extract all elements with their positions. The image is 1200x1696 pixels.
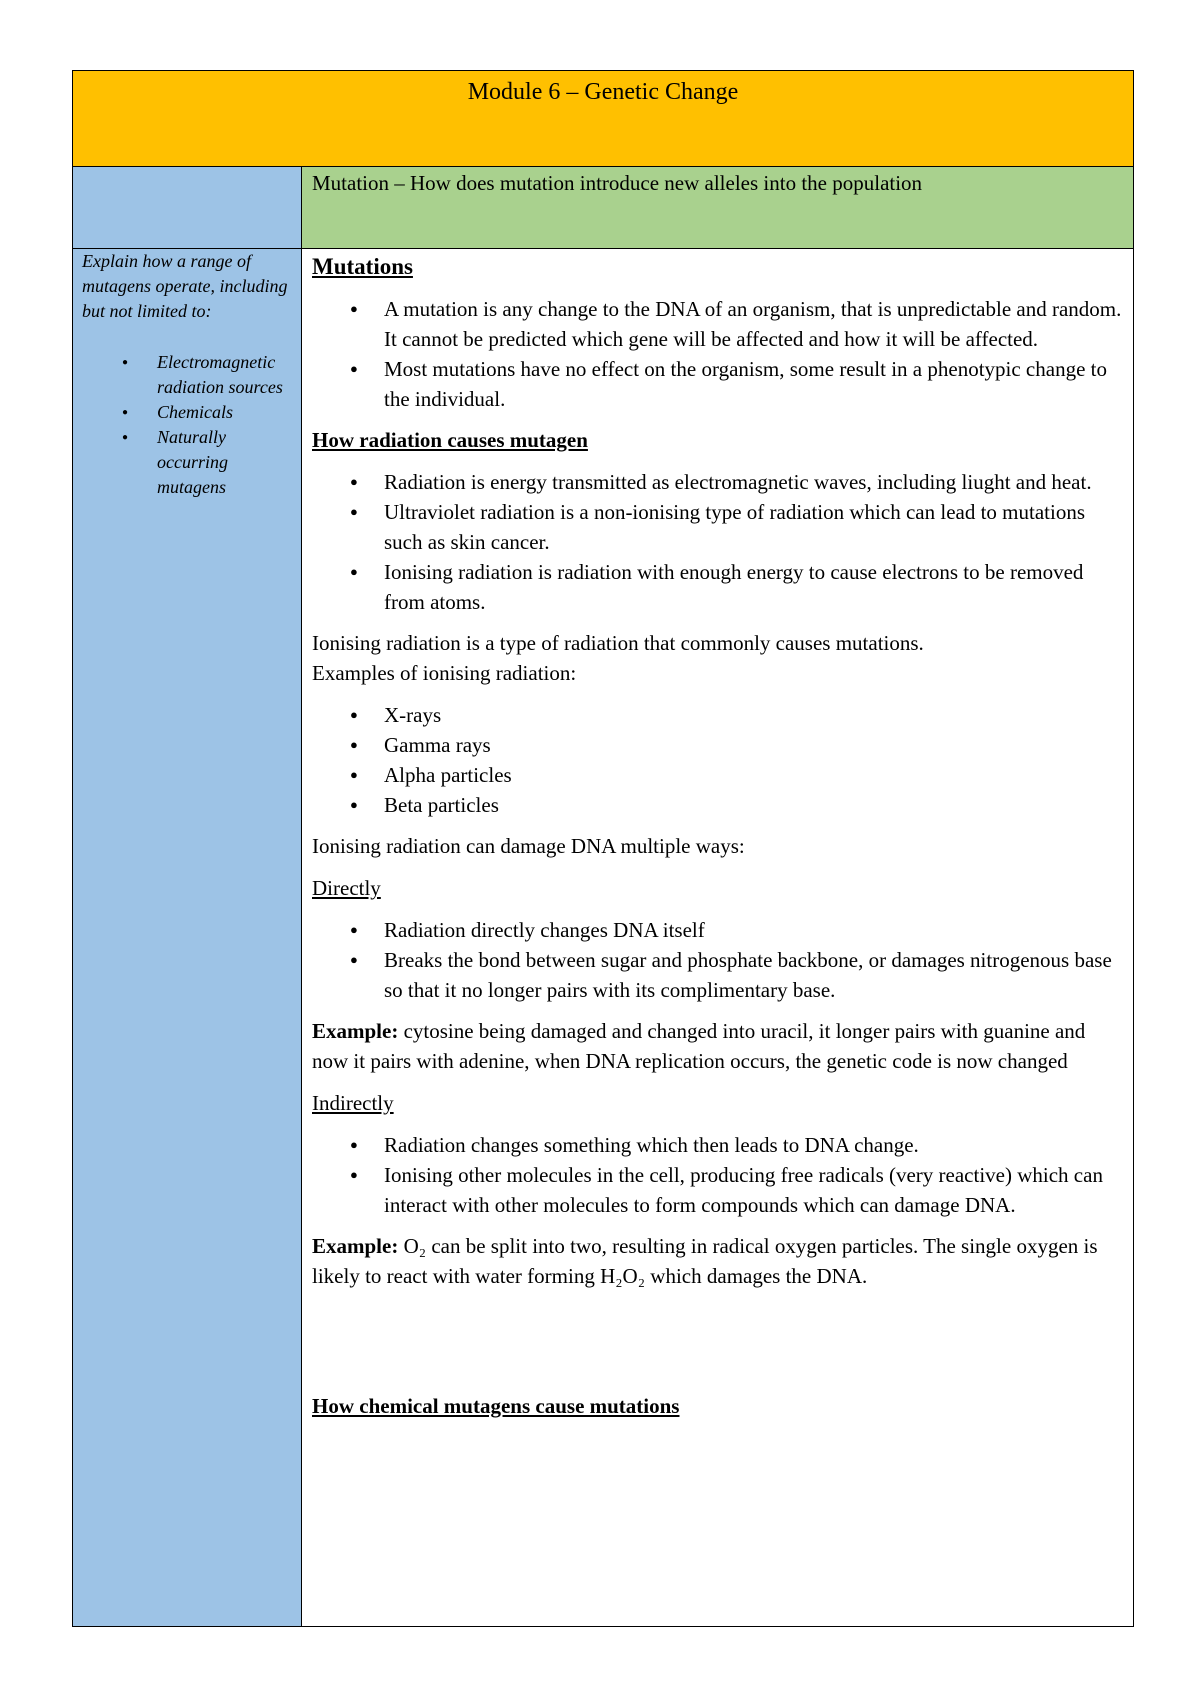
example-label: Example:	[312, 1019, 399, 1043]
list-item: ● Gamma rays	[312, 730, 1123, 760]
document-page	[72, 70, 1133, 1626]
list-item: ● X-rays	[312, 700, 1123, 730]
outcome-list	[82, 350, 293, 500]
directly-label: Directly	[312, 876, 381, 900]
notes-table	[72, 70, 1134, 1627]
list-item: ● Radiation directly changes DNA itself	[312, 915, 1123, 945]
list-item: ● Ultraviolet radiation is a non-ionising type of radiation which can lead to mutations such as skin cancer.	[312, 497, 1123, 557]
list-item: ● Radiation is energy transmitted as electromagnetic waves, including liught and heat.	[312, 467, 1123, 497]
outcome-intro: Explain how a range of mutagens operate, including but not limited to:	[82, 251, 288, 321]
example-2-text: O₂ can be split into two, resulting in radical oxygen particles. The single oxygen is likely to react with water forming H₂O₂ which damages the DNA.	[312, 1234, 1098, 1288]
content-cell	[302, 249, 1134, 1627]
mutation-list	[312, 294, 1123, 414]
outcome-item: ● Electromagnetic radiation sources	[82, 350, 287, 400]
heading-chemical: How chemical mutagens cause mutations	[312, 1394, 680, 1418]
example-1-text: cytosine being damaged and changed into uracil, it longer pairs with guanine and now it pairs with adenine, when DNA replication occurs, the genetic code is now changed	[312, 1019, 1086, 1073]
list-item: ● Alpha particles	[312, 760, 1123, 790]
list-item: ● Breaks the bond between sugar and phosphate backbone, or damages nitrogenous base so that it no longer pairs with its complimentary base.	[312, 945, 1123, 1005]
outcome-item: ● Naturally occurring mutagens	[82, 425, 287, 500]
syllabus-outcome	[73, 249, 301, 500]
heading-mutations: Mutations	[312, 254, 413, 279]
topic-question: Mutation – How does mutation introduce new alleles into the population	[312, 171, 923, 195]
example-label: Example:	[312, 1234, 399, 1258]
indirectly-list	[312, 1130, 1123, 1220]
directly-list	[312, 915, 1123, 1005]
content-row	[73, 249, 1134, 1627]
list-item: ● Ionising other molecules in the cell, producing free radicals (very reactive) which can interact with other molecules to form compounds which can damage DNA.	[312, 1160, 1123, 1220]
list-item: ● Ionising radiation is radiation with enough energy to cause electrons to be removed from atoms.	[312, 557, 1123, 617]
list-item: ● Most mutations have no effect on the organism, some result in a phenotypic change to the individual.	[312, 354, 1123, 414]
notes-content	[302, 249, 1133, 1421]
indirectly-label: Indirectly	[312, 1091, 394, 1115]
outcome-cell	[73, 249, 302, 1627]
heading-radiation: How radiation causes mutagen	[312, 428, 588, 452]
example-1	[312, 1016, 1123, 1076]
topic-left-cell	[73, 167, 302, 249]
outcome-item: ● Chemicals	[82, 400, 287, 425]
ionising-examples-intro: Examples of ionising radiation:	[312, 661, 577, 685]
example-2	[312, 1231, 1123, 1291]
list-item: ● Beta particles	[312, 790, 1123, 820]
list-item: ● A mutation is any change to the DNA of an organism, that is unpredictable and random. It cannot be predicted which gene will be affected and how it will be affected.	[312, 294, 1123, 354]
radiation-list	[312, 467, 1123, 617]
damage-intro: Ionising radiation can damage DNA multiple ways:	[312, 834, 745, 858]
topic-cell	[302, 167, 1134, 249]
ionising-paragraph: Ionising radiation is a type of radiation that commonly causes mutations.	[312, 631, 924, 655]
topic-row	[73, 167, 1134, 249]
ionising-examples-list	[312, 700, 1123, 820]
module-title: Module 6 – Genetic Change	[467, 79, 739, 105]
title-cell	[73, 71, 1134, 167]
title-row	[73, 71, 1134, 167]
list-item: ● Radiation changes something which then leads to DNA change.	[312, 1130, 1123, 1160]
